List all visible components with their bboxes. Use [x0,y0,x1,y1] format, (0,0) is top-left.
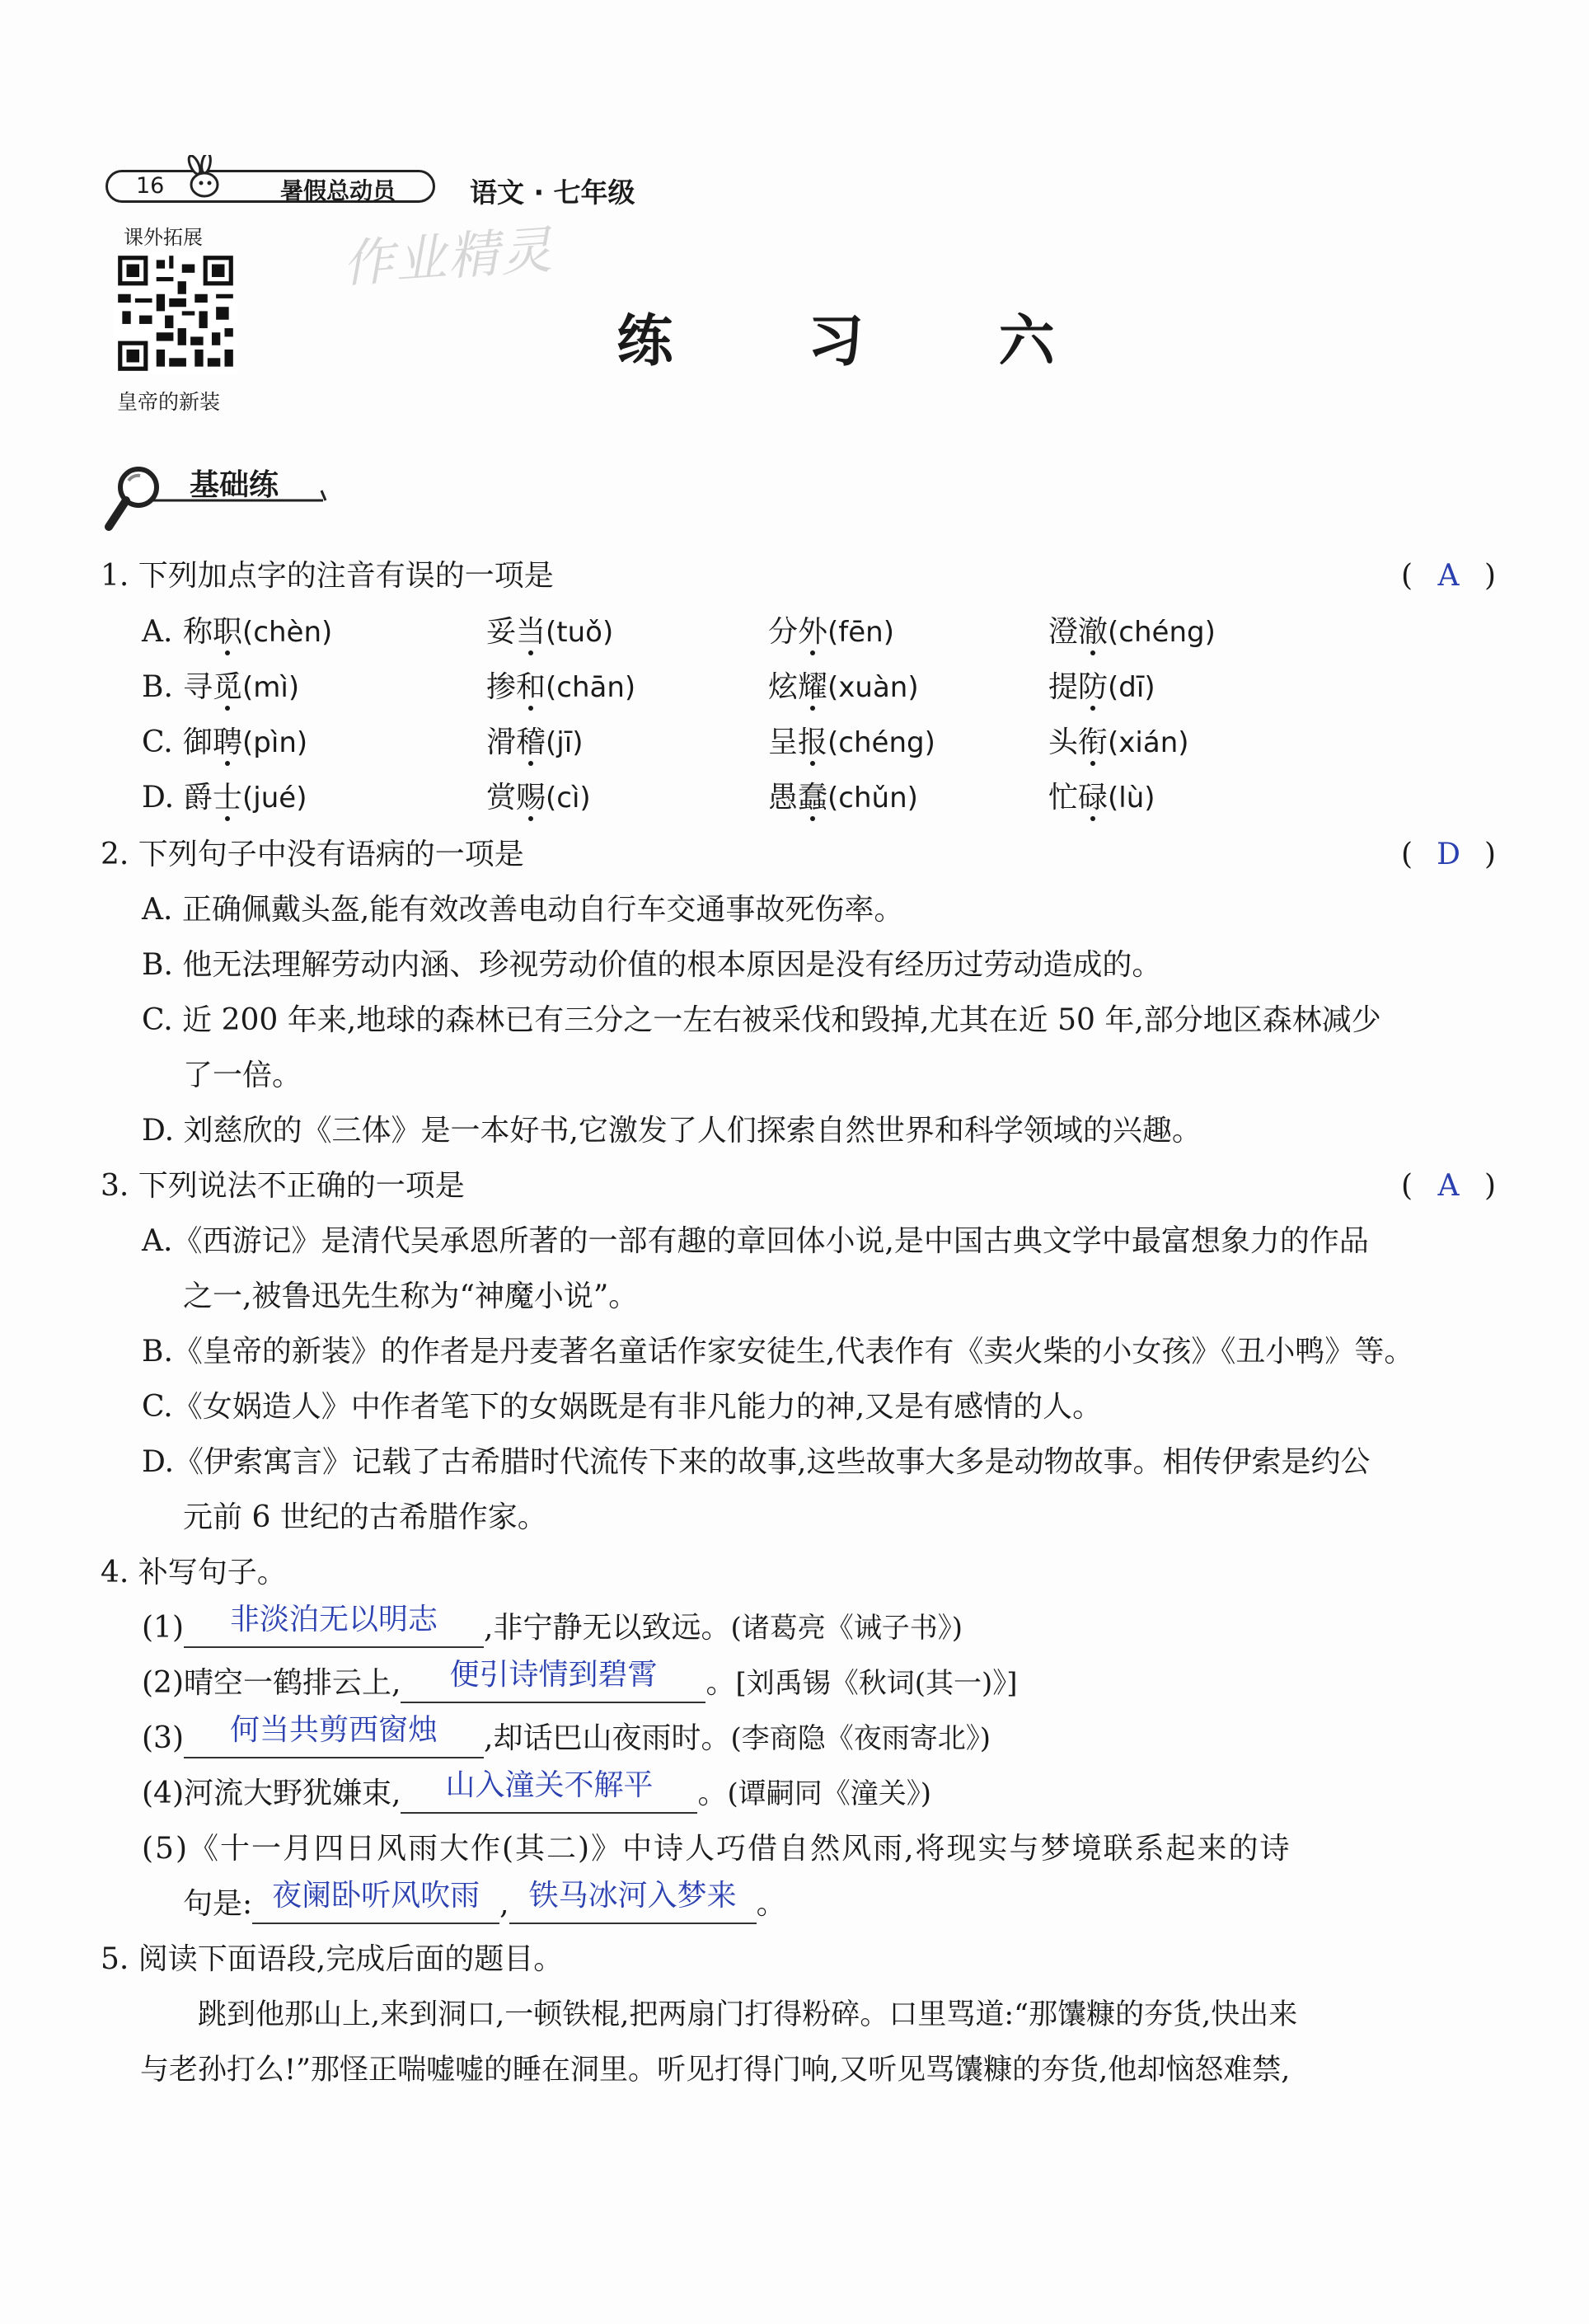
q1-char: 呈 [768,725,799,759]
q2-option-a: A. 正确佩戴头盔,能有效改善电动自行车交通事故死伤率。 [142,893,904,927]
q1-option-word [183,669,299,706]
q3-option-c: C.《女娲造人》中作者笔下的女娲既是有非凡能力的神,又是有感情的人。 [142,1390,1103,1424]
q1-char: 妥 [486,615,517,649]
q4-s4-source: (谭嗣同《潼关》) [727,1777,931,1810]
q1-char: 掺 [486,670,517,704]
q4-s5-answer-2: 铁马冰河入梦来 [528,1879,737,1913]
q3-answer: A [1437,1169,1460,1203]
q1-pinyin: (chéng) [827,726,935,759]
q1-option-word [1048,725,1189,761]
subject-grade: 语文 · 七年级 [470,176,635,209]
page-number: 16 [136,173,165,199]
q1-option-word [486,725,583,761]
q1-dotted-char: 聘 [213,725,243,759]
q3-option-d: D.《伊索寓言》记载了古希腊时代流传下来的故事,这些故事大多是动物故事。相传伊索是约公 [142,1445,1371,1479]
q1-char: 忙 [1048,781,1079,815]
q1-pinyin: (jī) [546,726,584,759]
q1-char: 御 [183,725,213,759]
q1-pinyin: (tuǒ) [546,616,614,649]
q1-option-word [768,780,918,816]
q4-s5-blank-1[interactable] [252,1879,499,1924]
q1-dotted-char: 外 [798,615,828,649]
q4-s2-suffix: 。 [705,1666,736,1700]
q1-dotted-char: 防 [1078,670,1109,704]
q1-stem: 1. 下列加点字的注音有误的一项是 [101,559,554,593]
q1-char: 愚 [768,781,799,815]
q1-option-word [183,725,307,761]
q1-pinyin: (jué) [242,782,307,815]
q4-s3-blank[interactable] [184,1713,484,1758]
q1-option-label: D. [142,781,175,815]
q1-char: 爵 [183,781,213,815]
q4-s1-answer: 非淡泊无以明志 [229,1603,438,1636]
q4-s3-suffix: ,却话巴山夜雨时。 [484,1721,731,1755]
q1-dotted-char: 衔 [1078,725,1109,759]
q4-s5-mid: , [499,1887,509,1921]
q1-option-word [1048,669,1155,706]
q1-dotted-char: 稽 [516,725,546,759]
q1-dotted-char: 报 [798,725,828,759]
q1-char: 炫 [768,670,799,704]
q1-dotted-char: 当 [516,615,546,649]
q1-pinyin: (chéng) [1108,616,1216,649]
q4-s1-prefix: (1) [142,1611,184,1645]
q1-char: 澄 [1048,615,1079,649]
q2-option-d: D. 刘慈欣的《三体》是一本好书,它激发了人们探索自然世界和科学领域的兴趣。 [142,1114,1202,1148]
q4-s4-suffix: 。 [697,1777,728,1810]
q1-option-label: A. [142,615,173,649]
q1-option-word [1048,614,1216,650]
q4-s2-source: [刘禹锡《秋词(其一)》] [735,1667,1018,1700]
q4-s4-blank[interactable] [401,1768,697,1814]
q4-sentence-5: (5)《十一月四日风雨大作(其二)》中诗人巧借自然风雨,将现实与梦境联系起来的诗 [142,1832,1291,1866]
q1-option-word [1048,780,1155,816]
q1-dotted-char: 士 [213,781,243,815]
q1-pinyin: (lù) [1108,782,1155,815]
q1-option-word [183,614,332,650]
q2-option-c-cont: 了一倍。 [183,1059,302,1092]
q1-option-label: C. [142,725,173,759]
q1-char: 滑 [486,725,517,759]
q1-dotted-char: 澈 [1078,615,1109,649]
q4-s1-source: (诸葛亮《诫子书》) [730,1612,963,1645]
q1-option-label: B. [142,670,173,704]
q1-pinyin: (mì) [242,671,300,704]
q3-option-a-cont: 之一,被鲁迅先生称为“神魔小说”。 [183,1279,639,1313]
q1-answer-paren: ( A ) [1401,559,1496,593]
q1-dotted-char: 耀 [798,670,828,704]
q4-s4-answer: 山入潼关不解平 [445,1768,654,1802]
q1-char: 赏 [486,781,517,815]
q1-option-word [768,614,894,650]
q1-pinyin: (pìn) [242,726,308,759]
q1-pinyin: (chǔn) [827,782,918,815]
q4-s2-answer: 便引诗情到碧霄 [449,1658,658,1692]
q1-option-word [486,780,591,816]
bunny-mascot-icon [176,155,229,201]
extension-label: 课外拓展 [124,226,203,249]
q5-passage-line-1: 跳到他那山上,来到洞口,一顿铁棍,把两扇门打得粉碎。口里骂道:“那馕糠的夯货,快出来 [198,1998,1298,2031]
q4-s5-prefix: 句是: [183,1887,253,1921]
q1-option-word [768,669,919,706]
q1-char: 提 [1048,670,1079,704]
q1-pinyin: (fēn) [827,616,894,649]
q1-dotted-char: 蠢 [798,781,828,815]
q1-option-word [183,780,307,816]
q4-sentence-1 [142,1603,963,1648]
q1-pinyin: (xián) [1108,726,1189,759]
q1-dotted-char: 职 [213,615,243,649]
q2-stem: 2. 下列句子中没有语病的一项是 [101,838,524,871]
qr-caption: 皇帝的新装 [117,390,221,414]
q1-char: 寻 [183,670,213,704]
q2-answer: D [1437,838,1460,871]
series-title: 暑假总动员 [280,177,396,204]
q4-s4-prefix: (4)河流大野犹嫌束, [142,1777,401,1810]
q4-s2-blank[interactable] [401,1658,705,1703]
q4-sentence-3 [142,1713,991,1758]
q4-s3-source: (李商隐《夜雨寄北》) [730,1722,991,1755]
q4-s2-prefix: (2)晴空一鹤排云上, [142,1666,401,1700]
page-title: 练 习 六 [616,309,1113,374]
q4-s5-answer-1: 夜阑卧听风吹雨 [272,1879,480,1913]
q1-option-word [768,725,935,761]
q1-option-word [486,614,613,650]
q1-option-word [486,669,635,706]
q3-option-d-cont: 元前 6 世纪的古希腊作家。 [183,1500,547,1534]
q3-option-a: A.《西游记》是清代吴承恩所著的一部有趣的章回体小说,是中国古典文学中最富想象力的作品 [142,1224,1369,1258]
q4-s5-blank-2[interactable] [509,1879,757,1924]
q4-s3-prefix: (3) [142,1721,184,1755]
q1-pinyin: (cì) [546,782,591,815]
q4-sentence-2 [142,1658,1018,1703]
q1-pinyin: (chèn) [242,616,333,649]
q4-sentence-4 [142,1768,931,1814]
q3-stem: 3. 下列说法不正确的一项是 [101,1169,465,1203]
q4-s3-answer: 何当共剪西窗烛 [229,1713,438,1747]
q1-pinyin: (xuàn) [827,671,919,704]
q4-s5-suffix: 。 [756,1887,786,1921]
q1-pinyin: (dī) [1108,671,1155,704]
q2-option-c: C. 近 200 年来,地球的森林已有三分之一左右被采伐和毁掉,尤其在近 50 年,部分地区森林减少 [142,1003,1381,1037]
q1-dotted-char: 赐 [516,781,546,815]
q2-option-b: B. 他无法理解劳动内涵、珍视劳动价值的根本原因是没有经历过劳动造成的。 [142,948,1162,982]
q5-stem: 5. 阅读下面语段,完成后面的题目。 [101,1942,564,1976]
section-label: 基础练 [190,468,279,502]
q1-char: 称 [183,615,213,649]
q1-dotted-char: 碌 [1078,781,1109,815]
q1-char: 头 [1048,725,1079,759]
watermark: 作业精灵 [340,219,555,294]
q4-s1-blank[interactable] [184,1603,484,1648]
q1-dotted-char: 和 [516,670,546,704]
q4-sentence-5-cont [183,1879,786,1924]
q3-answer-paren: ( A ) [1401,1169,1496,1203]
q4-s1-suffix: ,非宁静无以致远。 [484,1611,731,1645]
q4-stem: 4. 补写句子。 [101,1556,287,1589]
q1-answer: A [1437,559,1460,593]
q5-passage-line-2: 与老孙打么!”那怪正喘嘘嘘的睡在洞里。听见打得门响,又听见骂馕糠的夯货,他却恼怒难禁, [140,2054,1291,2087]
q1-pinyin: (chān) [546,671,636,704]
q3-option-b: B.《皇帝的新装》的作者是丹麦著名童话作家安徒生,代表作有《卖火柴的小女孩》《丑小鸭》等。 [142,1335,1414,1369]
q1-char: 分 [768,615,799,649]
q2-answer-paren: ( D ) [1401,838,1496,871]
q1-dotted-char: 觅 [213,670,243,704]
